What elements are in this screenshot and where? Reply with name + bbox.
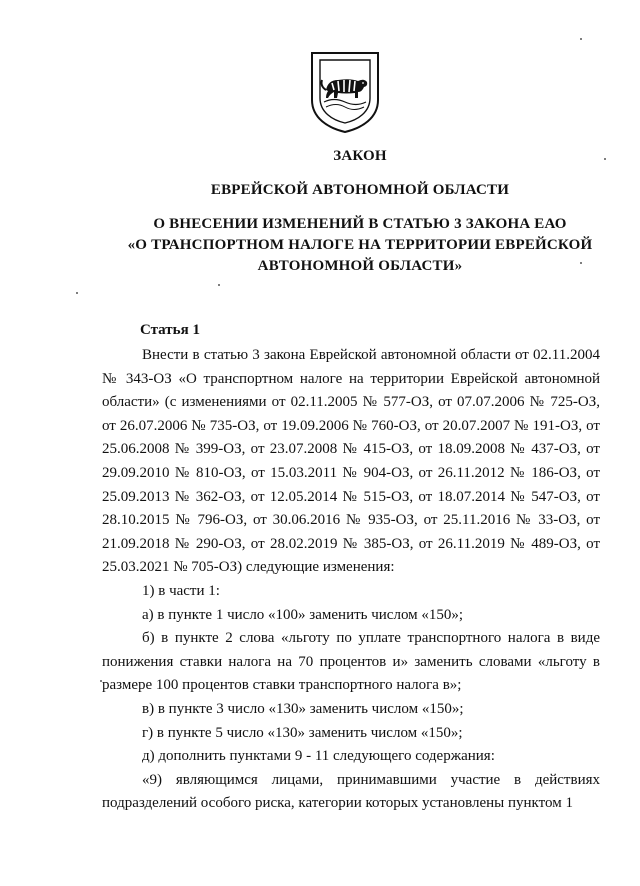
amendment-item: в) в пункте 3 число «130» заменить числом «150»; [142, 700, 464, 717]
article-body [102, 344, 600, 816]
final-paragraph: «9) являющимся лицами, принимавшими участие в действиях подразделений особого риска, категории которых установлены пунктом 1 [102, 771, 600, 812]
amendment-item: г) в пункте 5 число «130» заменить числом «150»; [142, 724, 463, 741]
law-subject [80, 214, 640, 277]
article-heading: Статья 1 [140, 322, 200, 338]
scan-speck [604, 158, 606, 160]
law-subject-line: «О ТРАНСПОРТНОМ НАЛОГЕ НА ТЕРРИТОРИИ ЕВРЕЙСКОЙ [127, 237, 593, 253]
law-subject-line: О ВНЕСЕНИИ ИЗМЕНЕНИЙ В СТАТЬЮ 3 ЗАКОНА ЕАО [153, 216, 567, 232]
amendment-item: 1) в части 1: [142, 582, 220, 599]
law-subject-line: АВТОНОМНОЙ ОБЛАСТИ» [257, 258, 463, 274]
amendment-item: д) дополнить пунктами 9 - 11 следующего содержания: [142, 748, 495, 765]
scan-speck [76, 292, 78, 294]
amendment-item: б) в пункте 2 слова «льготу по уплате транспортного налога в виде понижения ставки налога на 70 процентов и» заменить словами «льготу в размере 100 процентов ставки транспортного налога в»; [102, 630, 600, 694]
scan-speck [580, 262, 582, 264]
scan-speck [218, 284, 220, 286]
scan-speck [580, 38, 582, 40]
amendment-item: а) в пункте 1 число «100» заменить числом «150»; [142, 606, 464, 623]
intro-paragraph: Внести в статью 3 закона Еврейской автономной области от 02.11.2004 № 343-ОЗ «О транспортном налоге на территории Еврейской автономной области» (с изменениями от 02.11.2005 № 577-ОЗ, от 07.07.2006 № 725-ОЗ, от 26.07.2006 № 735-ОЗ, от 19.09.2006 № 760-ОЗ, от 20.07.2007 № 191-ОЗ, от 25.06.2008 № 399-ОЗ, от 23.07.2008 № 415-ОЗ, от 18.09.2008 № 437-ОЗ, от 29.09.2010 № 810-ОЗ, от 15.03.2011 № 904-ОЗ, от 26.11.2012 № 186-ОЗ, от 25.09.2013 № 362-ОЗ, от 12.05.2014 № 515-ОЗ, от 18.07.2014 № 547-ОЗ, от 28.10.2015 № 796-ОЗ, от 30.06.2016 № 935-ОЗ, от 25.11.2016 № 33-ОЗ, от 21.09.2018 № 290-ОЗ, от 28.02.2019 № 385-ОЗ, от 26.11.2019 № 489-ОЗ, от 25.03.2021 № 705-ОЗ) следующие изменения: [102, 347, 600, 576]
coat-of-arms-emblem [306, 50, 384, 134]
law-title: ЗАКОН [333, 148, 387, 164]
law-region: ЕВРЕЙСКОЙ АВТОНОМНОЙ ОБЛАСТИ [210, 182, 510, 198]
scan-speck [100, 680, 102, 682]
